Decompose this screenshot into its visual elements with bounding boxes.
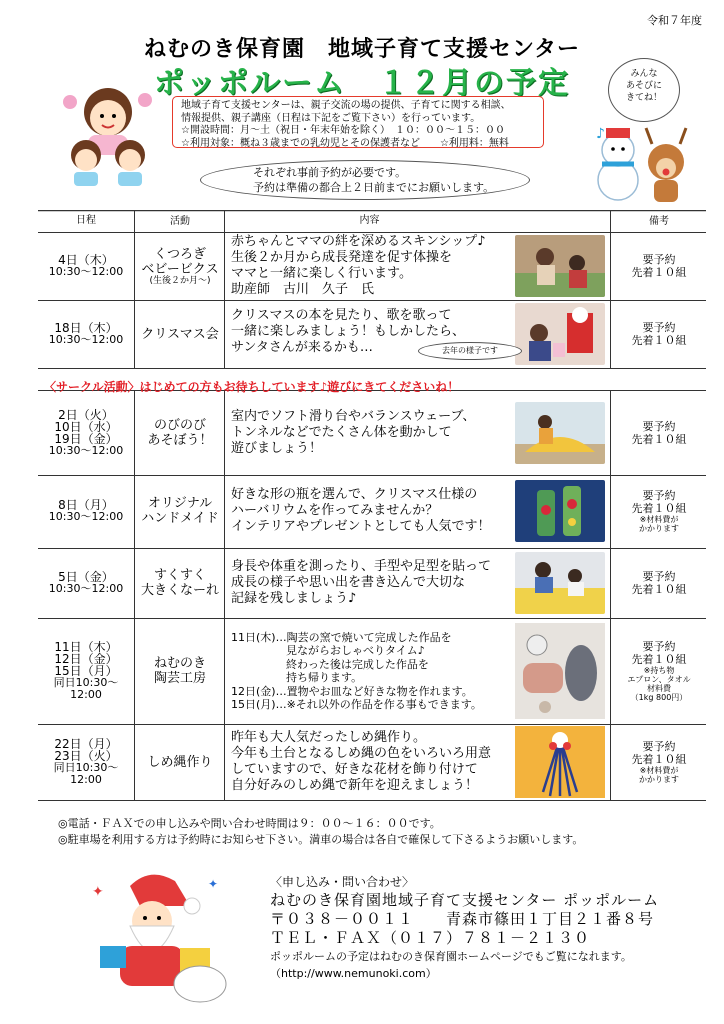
svg-text:✦: ✦	[92, 884, 104, 900]
svg-text:✦: ✦	[208, 877, 219, 891]
photo-christmas-party	[512, 300, 608, 368]
row-note: 要予約 先着１０組	[631, 489, 687, 515]
row-activity: のびのび あそぼう！	[147, 418, 213, 448]
row-date: 8日（月）	[58, 498, 114, 512]
contact-url[interactable]: （http://www.nemunoki.com）	[270, 967, 437, 980]
photo-baby-exercise	[512, 232, 608, 300]
speech-line-1: みんな	[630, 69, 658, 79]
row-note: 要予約 先着１０組	[631, 321, 687, 347]
speech-bubble	[608, 58, 680, 122]
row-description: 身長や体重を測ったり、手型や足型を貼って 成長の様子や思い出を書き込んで大切な 記録を残しましょう♪	[224, 548, 514, 618]
row-activity: オリジナル ハンドメイド	[141, 496, 219, 526]
table-row	[38, 232, 706, 301]
row-date: 18日（木）	[54, 321, 118, 335]
header-notes: 備考	[610, 210, 707, 232]
row-time: 10:30～12:00	[48, 582, 124, 595]
row-note: 要予約 先着１０組	[631, 640, 687, 666]
notice-line-2: 予約は準備の都合上２日前までにお願いします。	[253, 181, 495, 194]
snowman-reindeer-illustration	[588, 122, 698, 206]
page-title: ポッポルーム １２月の予定	[154, 66, 570, 101]
footnote-line-1: ◎電話・ＦＡＸでの申し込みや問い合わせ時間は９：００～１６：００です。	[58, 817, 441, 830]
fiscal-year: 令和７年度	[647, 14, 702, 27]
footnote-line-2: ◎駐車場を利用する方は予約時にお知らせ下さい。満車の場合は各自で確保して下さるようお願いします。	[58, 833, 584, 846]
row-description: 好きな形の瓶を選んで、クリスマス仕様の ハーバリウムを作ってみませんか？ インテリアやプレゼントとしても人気です！	[224, 474, 514, 548]
table-row	[38, 724, 706, 801]
info-line-4: ☆利用対象：概ね３歳までの乳幼児とその保護者など ☆利用料：無料	[181, 137, 509, 149]
contact-web-note: ポッポルームの予定はねむのき保育園ホームページでもご覧になれます。	[270, 950, 632, 963]
row-note: 要予約 先着１０組	[631, 420, 687, 446]
info-box	[172, 96, 544, 148]
circle-activity-banner: 〈サークル活動〉はじめての方もお待ちしています♪遊びにきてくださいね！	[44, 380, 460, 394]
row-time: 10:30～12:00	[48, 265, 124, 278]
photo-shimenawa	[512, 724, 608, 800]
table-row	[38, 474, 706, 549]
notice-line-1: それぞれ事前予約が必要です。	[253, 166, 407, 179]
row-note: 要予約 先着１０組	[631, 253, 687, 279]
contact-block	[270, 874, 659, 982]
contact-address: 〒０３８－００１１ 青森市篠田１丁目２１番８号	[270, 910, 655, 928]
row-date: 4日（木）	[58, 253, 114, 267]
info-line-2: 情報提供、親子講座（日程は下記をご覧下さい）を行っています。	[181, 112, 481, 124]
row-description: クリスマスの本を見たり、歌を歌って 一緒に楽しみましょう！もしかしたら、 サンタさんが来るかも…	[224, 300, 514, 368]
row-description: 赤ちゃんとママの絆を深めるスキンシップ♪ 生後２か月から成長発達を促す体操を ママと一緒に楽しく行います。 助産師 古川 久子 氏	[224, 232, 514, 300]
row-note-sub: ※持ち物 エプロン、タオル 材料費 （1kg 800円）	[627, 666, 691, 702]
row-time: 同日10:30～ 12:00	[53, 761, 119, 786]
contact-name: ねむのき保育園地域子育て支援センター ポッポルーム	[270, 891, 660, 909]
table-row	[38, 548, 706, 619]
mother-children-illustration	[50, 80, 170, 190]
row-time: 10:30～12:00	[48, 510, 124, 523]
row-activity: すくすく 大きくなーれ	[140, 568, 219, 598]
row-time: 10:30～12:00	[48, 444, 124, 457]
row-description: 昨年も大人気だったしめ縄作り。 今年も土台となるしめ縄の色をいろいろ用意 していますので、好きな花材を飾り付けて 自分好みのしめ縄で新年を迎えましょう！	[224, 724, 514, 800]
row-activity: くつろぎ ベビービクス	[141, 246, 219, 277]
org-name: ねむのき保育園 地域子育て支援センター	[143, 37, 581, 62]
photo-herbarium	[512, 474, 608, 548]
header-date: 日程	[76, 215, 96, 226]
row-activity-sub: (生後２か月～)	[149, 275, 211, 286]
row-note: 要予約 先着１０組	[631, 740, 687, 766]
row-date: 22日（月） 23日（火）	[54, 737, 118, 763]
row-date: 5日（金）	[58, 570, 114, 584]
footnotes	[58, 816, 583, 848]
notice-bubble	[200, 160, 530, 200]
row-activity: しめ縄作り	[147, 754, 213, 770]
speech-line-2: あそびに	[625, 81, 662, 91]
table-row	[38, 390, 706, 476]
photo-growth-record	[512, 548, 608, 618]
photo-play-room	[512, 391, 608, 475]
row-time: 10:30～12:00	[48, 333, 124, 346]
photo-pottery	[512, 618, 608, 724]
santa-illustration	[80, 866, 230, 1006]
row-time: 同日10:30～ 12:00	[53, 676, 119, 701]
contact-heading: 〈申し込み・問い合わせ〉	[270, 875, 415, 889]
speech-line-3: きてね！	[625, 93, 662, 103]
info-line-3: ☆開設時間：月～土（祝日・年末年始を除く） １０：００～１５：００	[181, 125, 505, 136]
header-activity: 活動	[134, 210, 225, 232]
row-activity: クリスマス会	[141, 326, 219, 342]
row-note-sub: ※材料費が かかります	[639, 766, 679, 784]
info-line-1: 地域子育て支援センターは、親子交流の場の提供、子育てに関する相談、	[181, 100, 511, 111]
row-note: 要予約 先着１０組	[631, 570, 687, 596]
table-row	[38, 618, 706, 725]
row-description: 室内でソフト滑り台やバランスウェーブ、 トンネルなどでたくさん体を動かして 遊びましょう！	[224, 391, 514, 475]
row-description: 11日(木)…陶芸の窯で焼いて完成した作品を 見ながらおしゃべりタイム♪ 終わった後は完成した作品を 持ち帰ります。 12日(金)…置物やお皿など好きな物を作れます。 15日(月)…※それ以外の作品を作る事もできます。	[224, 618, 514, 724]
row-date: 2日（火） 10日（水） 19日（金）	[54, 408, 118, 446]
contact-tel: ＴＥＬ・ＦＡＸ（０１７）７８１－２１３０	[270, 929, 591, 947]
svg-text:♪: ♪	[596, 126, 605, 142]
row-date: 11日（木） 12日（金） 15日（月）	[54, 640, 118, 678]
photo-caption: 去年の様子です	[418, 342, 522, 360]
table-header-row	[38, 210, 706, 233]
table-row	[38, 300, 706, 369]
header-content: 内容	[224, 210, 514, 232]
row-note-sub: ※材料費が かかります	[639, 515, 679, 533]
row-activity: ねむのき 陶芸工房	[153, 656, 206, 686]
